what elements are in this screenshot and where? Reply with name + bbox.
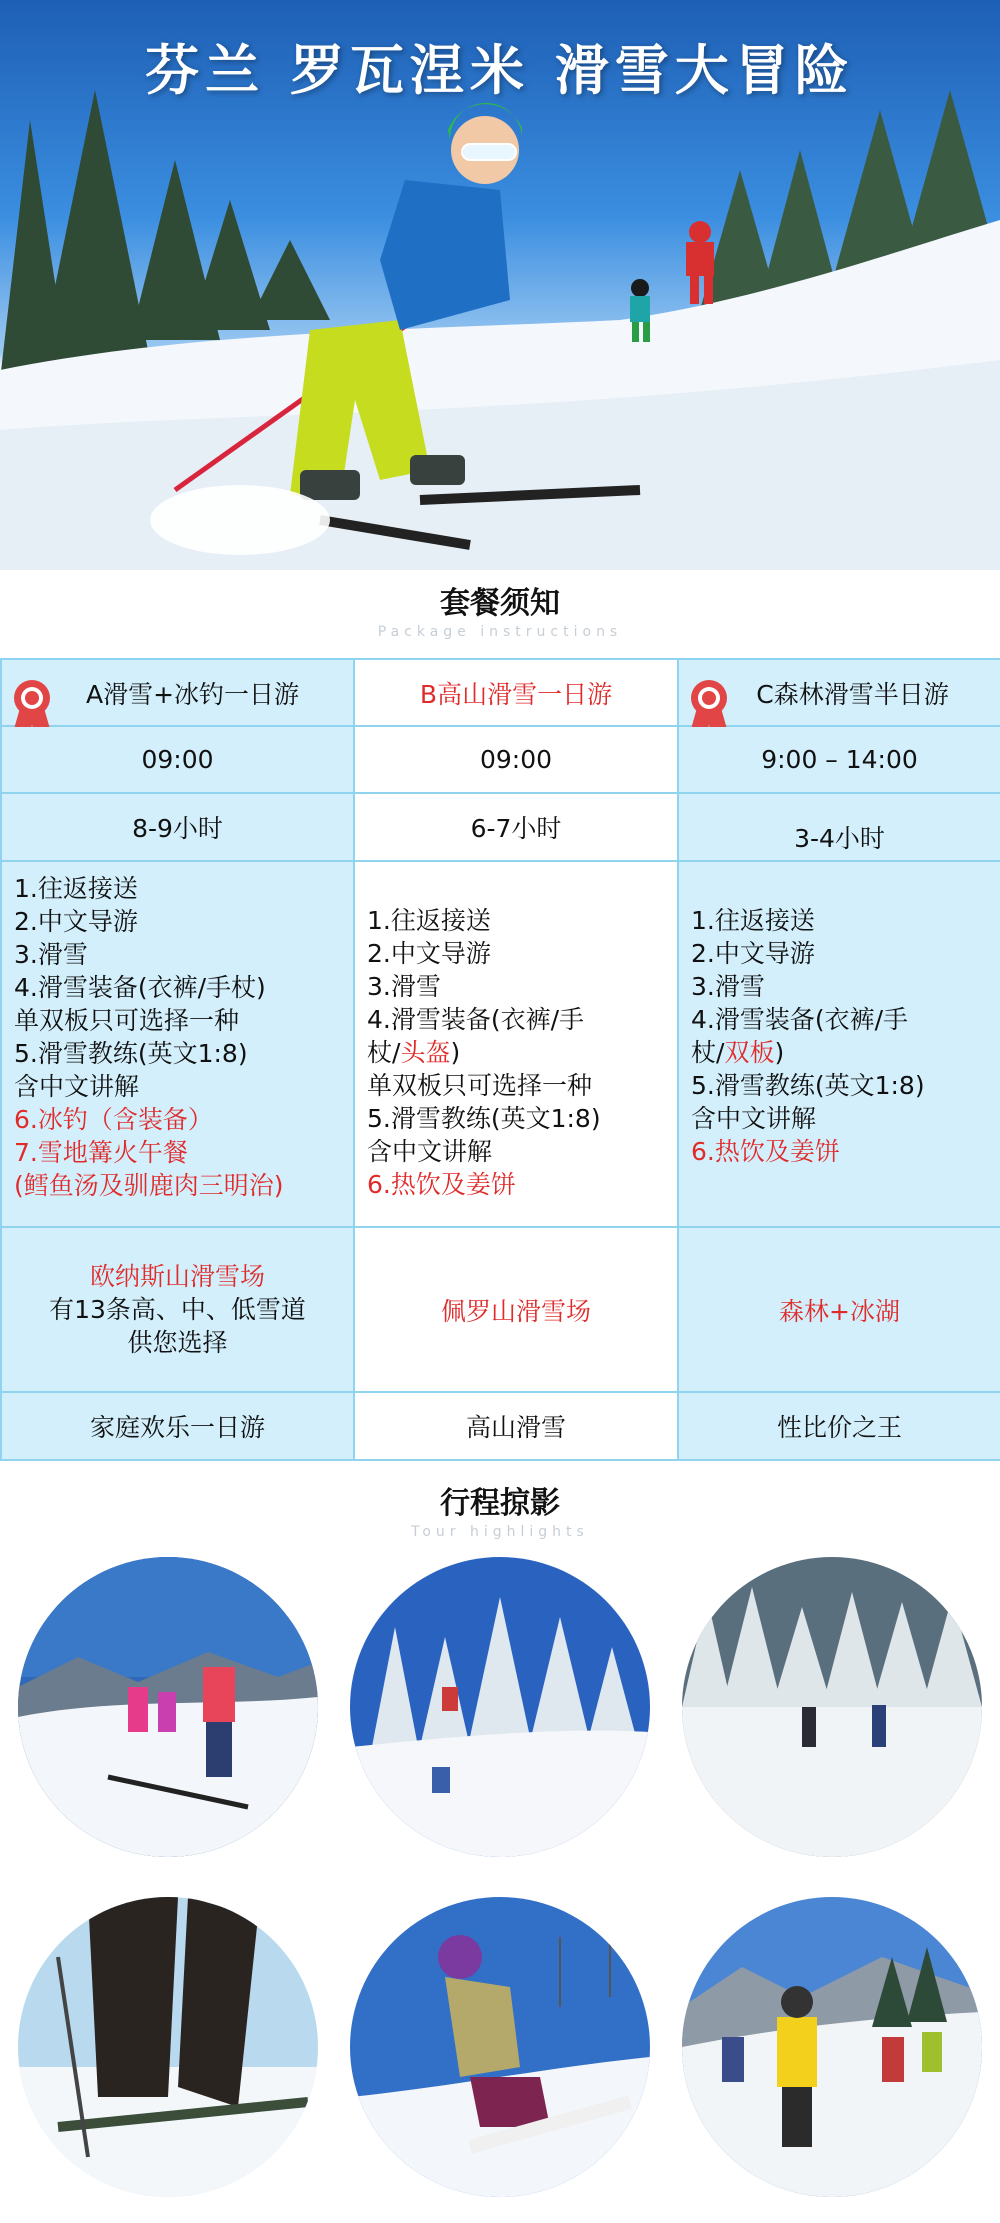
list-item-text: 杖/ <box>367 1038 401 1067</box>
list-item: 含中文讲解 <box>691 1104 817 1133</box>
gallery-subheading: Tour highlights <box>411 1524 589 1540</box>
package-b-name-cell <box>354 659 678 726</box>
list-item <box>691 1036 994 1069</box>
package-b-name: B高山滑雪一日游 <box>419 679 613 709</box>
package-a-duration: 8-9小时 <box>1 793 354 861</box>
list-item: 4.滑雪装备(衣裤/手 <box>367 1005 585 1034</box>
list-item-text: ) <box>450 1038 461 1067</box>
highlight-text: 头盔 <box>400 1038 451 1067</box>
list-item: 6.热饮及姜饼 <box>691 1137 840 1166</box>
package-a-items-cell <box>1 861 354 1227</box>
list-item: 6.热饮及姜饼 <box>367 1170 516 1199</box>
package-name-row <box>1 659 1000 726</box>
package-c-location: 森林+冰湖 <box>678 1227 1000 1392</box>
package-c-items-cell <box>678 861 1000 1227</box>
list-item: 1.往返接送 <box>367 906 491 935</box>
package-table <box>0 658 1000 1461</box>
package-tag-row <box>1 1392 1000 1460</box>
package-items-row <box>1 861 1000 1227</box>
list-item: 含中文讲解 <box>367 1137 493 1166</box>
package-c-items <box>685 904 994 1168</box>
gallery-photo-family-skiing <box>18 1557 318 1857</box>
list-item: 3.滑雪 <box>367 972 441 1001</box>
gallery-photo-group-skiing <box>682 1897 982 2197</box>
list-item: 2.中文导游 <box>691 939 815 968</box>
hero-banner <box>0 0 1000 570</box>
package-c-duration: 3-4小时 <box>678 793 1000 861</box>
list-item: 1.往返接送 <box>691 906 815 935</box>
package-a-name: A滑雪+冰钓一日游 <box>85 679 300 709</box>
list-item: 3.滑雪 <box>14 940 88 969</box>
package-a-items <box>8 872 347 1202</box>
list-item: 7.雪地篝火午餐 <box>14 1138 188 1167</box>
list-item: 5.滑雪教练(英文1:8) <box>691 1071 925 1100</box>
list-item: (鳕鱼汤及驯鹿肉三明治) <box>14 1171 284 1200</box>
list-item: 2.中文导游 <box>14 907 138 936</box>
gallery-photo-alpine-forest <box>350 1557 650 1857</box>
list-item <box>367 1036 671 1069</box>
package-heading: 套餐须知 <box>440 586 560 621</box>
list-item: 含中文讲解 <box>14 1072 140 1101</box>
package-location-row <box>1 1227 1000 1392</box>
package-duration-row <box>1 793 1000 861</box>
package-a-tag: 家庭欢乐一日游 <box>1 1392 354 1460</box>
list-item: 单双板只可选择一种 <box>14 1006 240 1035</box>
package-c-tag: 性比价之王 <box>678 1392 1000 1460</box>
package-a-location-cell <box>1 1227 354 1392</box>
highlight-text: 双板 <box>724 1038 775 1067</box>
gallery-photo-ski-boots <box>18 1897 318 2197</box>
package-b-time: 09:00 <box>354 726 678 793</box>
package-section-heading <box>0 578 1000 640</box>
list-item: 1.往返接送 <box>14 874 138 903</box>
list-item-text: ) <box>774 1038 785 1067</box>
gallery-photo-forest-lake <box>682 1557 982 1857</box>
gallery-section-heading <box>0 1478 1000 1540</box>
list-item: 4.滑雪装备(衣裤/手 <box>691 1005 909 1034</box>
list-item: 3.滑雪 <box>691 972 765 1001</box>
list-item: 4.滑雪装备(衣裤/手杖) <box>14 973 266 1002</box>
package-b-tag: 高山滑雪 <box>354 1392 678 1460</box>
hero-title: 芬兰 罗瓦涅米 滑雪大冒险 <box>145 38 855 102</box>
package-c-name: C森林滑雪半日游 <box>756 679 949 709</box>
list-item: 5.滑雪教练(英文1:8) <box>367 1104 601 1133</box>
package-b-duration: 6-7小时 <box>354 793 678 861</box>
package-subheading: Package instructions <box>377 624 623 640</box>
package-a-location-note: 有13条高、中、低雪道供您选择 <box>49 1295 306 1357</box>
package-a-location: 欧纳斯山滑雪场 <box>89 1262 265 1291</box>
list-item: 6.冰钓（含装备） <box>14 1105 213 1134</box>
package-b-location: 佩罗山滑雪场 <box>354 1227 678 1392</box>
package-a-time: 09:00 <box>1 726 354 793</box>
package-c-time: 9:00 – 14:00 <box>678 726 1000 793</box>
package-b-items-cell <box>354 861 678 1227</box>
list-item: 单双板只可选择一种 <box>367 1071 593 1100</box>
list-item: 2.中文导游 <box>367 939 491 968</box>
list-item-text: 杖/ <box>691 1038 725 1067</box>
package-b-items <box>361 904 671 1201</box>
package-c-name-cell <box>678 659 1000 726</box>
list-item: 5.滑雪教练(英文1:8) <box>14 1039 248 1068</box>
gallery-photo-snowboarder <box>350 1897 650 2197</box>
gallery-heading: 行程掠影 <box>440 1486 560 1521</box>
package-time-row <box>1 726 1000 793</box>
package-a-name-cell <box>1 659 354 726</box>
